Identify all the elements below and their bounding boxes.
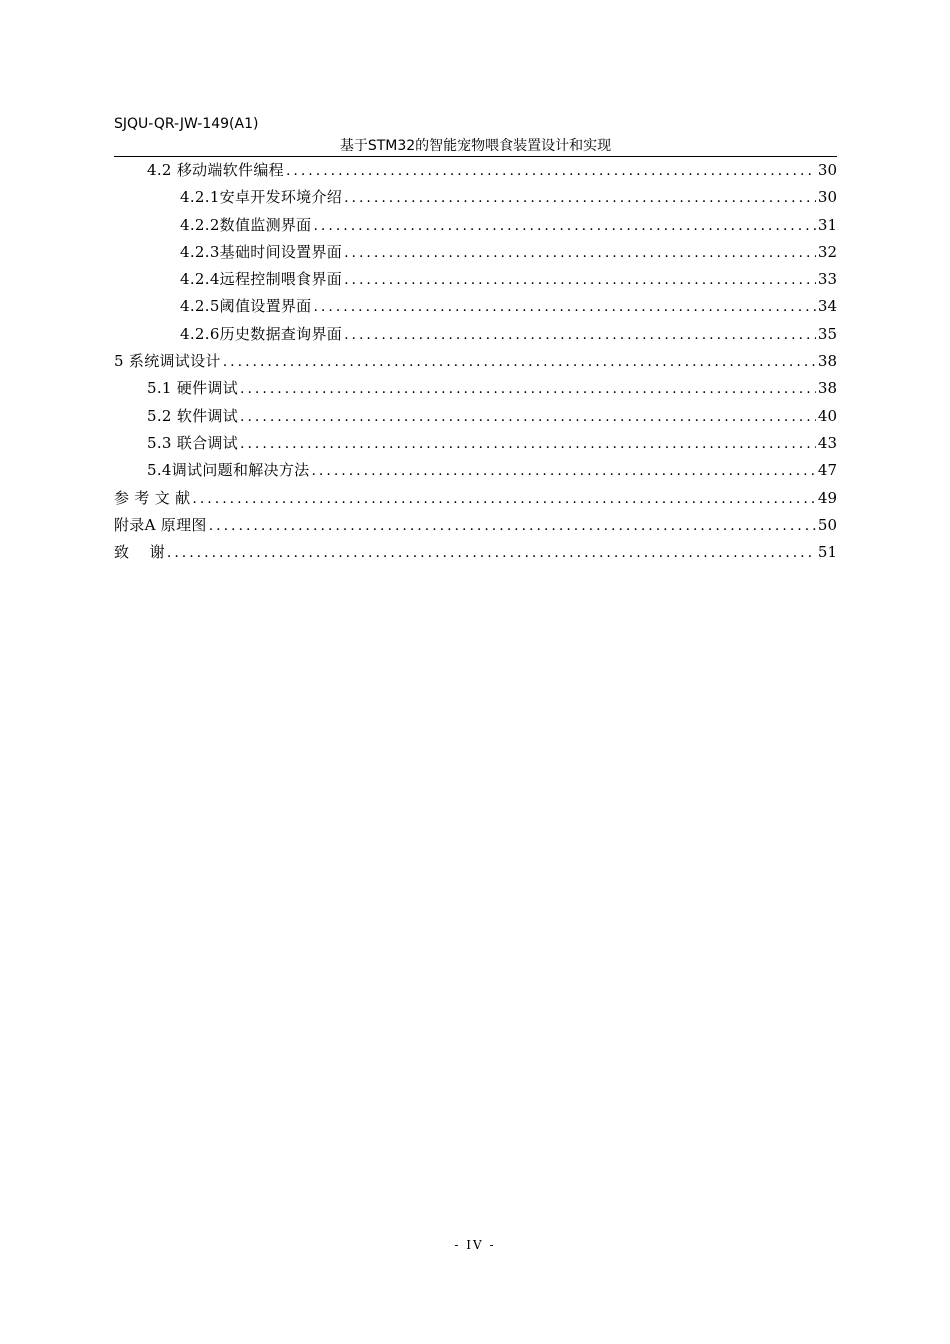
toc-entry-page: 30 — [817, 161, 837, 179]
table-of-contents — [114, 159, 837, 568]
toc-entry-page: 43 — [817, 433, 837, 452]
document-title: 基于STM32的智能宠物喂食装置设计和实现 — [339, 138, 612, 154]
toc-leader-dots — [209, 518, 816, 534]
toc-entry-label: 附录A 原理图 — [114, 515, 207, 534]
toc-entry-page: 34 — [817, 297, 837, 316]
footer-page-number: - IV - — [454, 1238, 496, 1252]
toc-leader-dots — [311, 463, 815, 479]
toc-entry[interactable] — [114, 295, 837, 322]
toc-entry-page: 49 — [817, 488, 837, 507]
toc-entry[interactable] — [114, 377, 837, 404]
toc-leader-dots — [192, 491, 816, 507]
toc-leader-dots — [313, 299, 815, 315]
toc-leader-dots — [344, 327, 816, 343]
toc-leader-dots — [286, 163, 816, 179]
toc-entry-page: 32 — [817, 242, 837, 261]
toc-entry[interactable] — [114, 214, 837, 241]
toc-entry-label: 4.2.2数值监测界面 — [180, 215, 312, 234]
toc-entry-page: 35 — [817, 324, 837, 343]
toc-entry[interactable] — [114, 241, 837, 268]
toc-entry[interactable] — [114, 459, 837, 486]
toc-entry-label: 4.2.1安卓开发环境介绍 — [180, 188, 343, 207]
toc-leader-dots — [313, 218, 815, 234]
toc-entry-label: 4.2.4远程控制喂食界面 — [180, 270, 343, 289]
toc-entry-label: 5.1 硬件调试 — [147, 379, 239, 398]
toc-entry[interactable] — [114, 432, 837, 459]
header-divider — [114, 156, 837, 157]
toc-entry-page: 40 — [817, 406, 837, 425]
toc-leader-dots — [344, 245, 816, 261]
toc-entry-label: 5.2 软件调试 — [147, 406, 239, 425]
toc-entry[interactable] — [114, 541, 837, 568]
toc-entry[interactable] — [114, 268, 837, 295]
toc-entry-page: 30 — [817, 188, 837, 207]
toc-entry[interactable] — [114, 350, 837, 377]
toc-entry-label: 4.2.5阈值设置界面 — [180, 297, 312, 316]
toc-entry-label: 4.2.3基础时间设置界面 — [180, 242, 343, 261]
toc-entry-label: 5.3 联合调试 — [147, 433, 239, 452]
toc-entry[interactable] — [114, 487, 837, 514]
toc-entry-label: 4.2 移动端软件编程 — [147, 161, 284, 179]
toc-entry-label: 4.2.6历史数据查询界面 — [180, 324, 343, 343]
toc-leader-dots — [240, 436, 816, 452]
toc-entry-page: 51 — [817, 543, 837, 562]
document-code: SJQU-QR-JW-149(A1) — [114, 116, 259, 132]
toc-entry-page: 31 — [817, 215, 837, 234]
toc-entry-page: 33 — [817, 270, 837, 289]
toc-leader-dots — [240, 409, 816, 425]
toc-entry[interactable] — [114, 186, 837, 213]
toc-entry-label: 参 考 文 献 — [114, 488, 191, 507]
toc-entry-label: 5 系统调试设计 — [114, 352, 221, 371]
toc-entry[interactable] — [114, 514, 837, 541]
toc-entry-page: 38 — [817, 379, 837, 398]
toc-entry[interactable] — [114, 159, 837, 186]
toc-entry-label: 致 谢 — [114, 543, 165, 562]
toc-leader-dots — [240, 381, 816, 397]
toc-entry-label: 5.4调试问题和解决方法 — [147, 461, 310, 480]
toc-entry-page: 38 — [817, 352, 837, 371]
toc-leader-dots — [344, 190, 816, 206]
toc-entry[interactable] — [114, 323, 837, 350]
toc-leader-dots — [223, 354, 816, 370]
toc-entry[interactable] — [114, 405, 837, 432]
toc-leader-dots — [167, 545, 816, 561]
toc-entry-page: 50 — [817, 515, 837, 534]
toc-entry-page: 47 — [817, 461, 837, 480]
toc-leader-dots — [344, 272, 816, 288]
